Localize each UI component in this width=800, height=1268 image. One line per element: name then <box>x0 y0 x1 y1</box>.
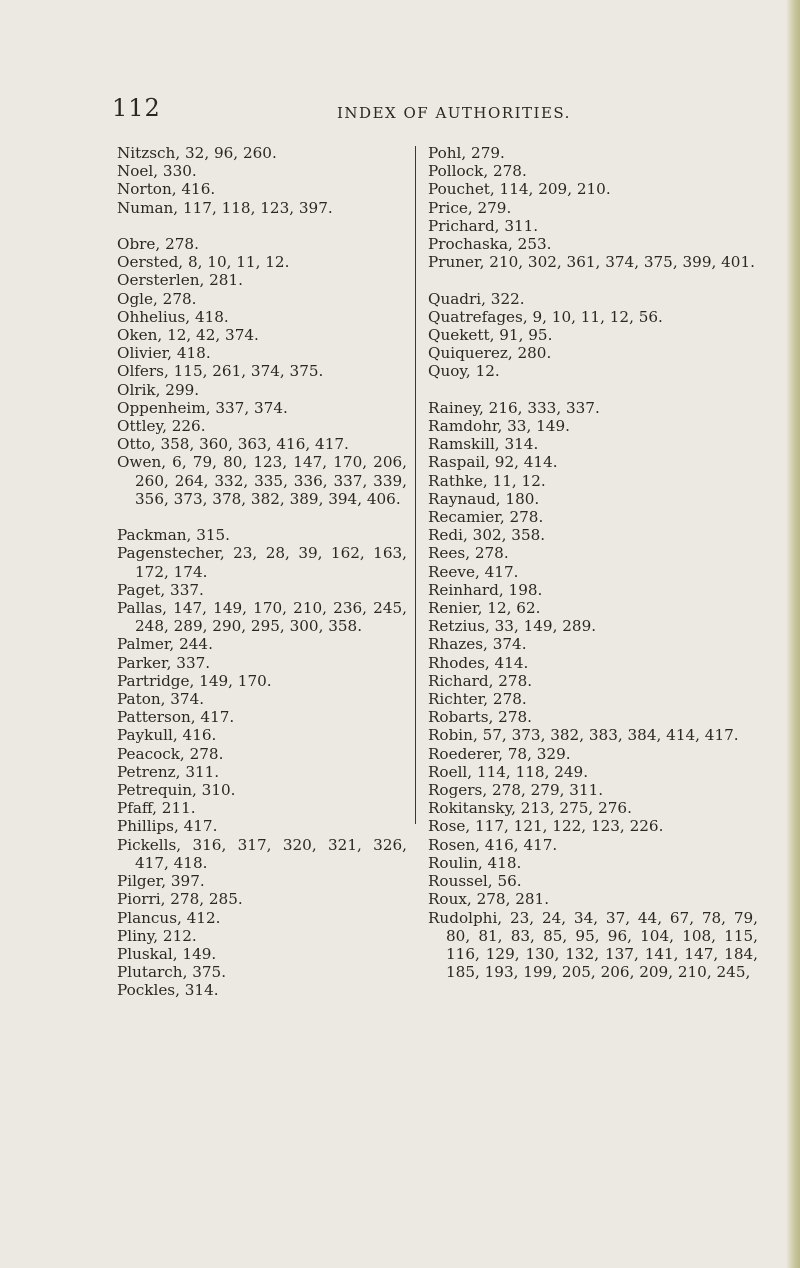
index-column-right <box>428 144 758 981</box>
index-entry: Pallas, 147, 149, 170, 210, 236, 245, 248, 289, 290, 295, 300, 358. <box>117 599 407 636</box>
index-entry: Robin, 57, 373, 382, 383, 384, 414, 417. <box>428 726 739 745</box>
index-entry: Rhazes, 374. <box>428 635 527 654</box>
index-entry: Rudolphi, 23, 24, 34, 37, 44, 67, 78, 79, 80, 81, 83, 85, 95, 96, 104, 108, 115, 116, 129, 130, 132, 137, 141, 147, 184, 185, 193, 199, 205, 206, 209, 210, 245, <box>428 908 758 982</box>
page-edge-shadow <box>786 0 800 1268</box>
index-entry: Oken, 12, 42, 374. <box>117 326 259 345</box>
index-entry: Oersted, 8, 10, 11, 12. <box>117 253 290 272</box>
index-entry: Paton, 374. <box>117 690 205 709</box>
index-entry: Pouchet, 114, 209, 210. <box>428 180 611 199</box>
index-entry: Quiquerez, 280. <box>428 344 552 363</box>
index-entry: Rathke, 11, 12. <box>428 471 546 490</box>
index-entry: Quoy, 12. <box>428 362 500 381</box>
section-gap <box>428 381 758 399</box>
index-entry: Prochaska, 253. <box>428 235 552 254</box>
index-entry: Rainey, 216, 333, 337. <box>428 398 600 417</box>
index-entry: Olfers, 115, 261, 374, 375. <box>117 362 324 381</box>
index-entry: Rose, 117, 121, 122, 123, 226. <box>428 817 664 836</box>
index-entry: Petrequin, 310. <box>117 781 236 800</box>
index-entry: Olivier, 418. <box>117 344 211 363</box>
index-entry: Petrenz, 311. <box>117 762 220 781</box>
index-entry: Pruner, 210, 302, 361, 374, 375, 399, 401. <box>428 253 755 272</box>
index-entry: Richard, 278. <box>428 671 533 690</box>
section-gap <box>428 271 758 289</box>
column-divider <box>415 146 416 824</box>
index-entry: Pfaff, 211. <box>117 799 196 818</box>
index-entry: Pockles, 314. <box>117 981 219 1000</box>
index-entry: Retzius, 33, 149, 289. <box>428 617 597 636</box>
index-entry: Roederer, 78, 329. <box>428 744 571 763</box>
index-entry: Price, 279. <box>428 198 512 217</box>
index-entry: Rokitansky, 213, 275, 276. <box>428 799 632 818</box>
index-entry: Oppenheim, 337, 374. <box>117 398 288 417</box>
index-entry: Roulin, 418. <box>428 853 522 872</box>
index-entry: Obre, 278. <box>117 235 199 253</box>
index-entry: Pagenstecher, 23, 28, 39, 162, 163, 172, 174. <box>117 544 407 581</box>
index-entry: Ogle, 278. <box>117 289 197 308</box>
index-entry: Ramdohr, 33, 149. <box>428 417 570 436</box>
index-entry: Parker, 337. <box>117 653 211 672</box>
index-entry: Numan, 117, 118, 123, 397. <box>117 198 333 217</box>
index-entry: Patterson, 417. <box>117 708 235 727</box>
index-entry: Rosen, 416, 417. <box>428 835 558 854</box>
index-entry: Raspail, 92, 414. <box>428 453 558 472</box>
index-entry: Quadri, 322. <box>428 289 525 308</box>
index-entry: Paykull, 416. <box>117 726 217 745</box>
index-entry: Pliny, 212. <box>117 926 197 945</box>
index-entry: Plancus, 412. <box>117 908 221 927</box>
index-entry: Prichard, 311. <box>428 216 539 235</box>
index-entry: Rhodes, 414. <box>428 653 529 672</box>
index-column-left <box>117 144 407 1000</box>
index-entry: Pohl, 279. <box>428 144 505 162</box>
index-entry: Quekett, 91, 95. <box>428 326 553 345</box>
section-gap <box>117 508 407 526</box>
index-entry: Plutarch, 375. <box>117 963 227 982</box>
index-entry: Recamier, 278. <box>428 508 544 527</box>
index-entry: Robarts, 278. <box>428 708 532 727</box>
index-entry: Olrik, 299. <box>117 380 200 399</box>
index-entry: Norton, 416. <box>117 180 216 199</box>
index-entry: Phillips, 417. <box>117 817 218 836</box>
index-entry: Ohhelius, 418. <box>117 307 229 326</box>
index-entry: Raynaud, 180. <box>428 489 540 508</box>
index-entry: Nitzsch, 32, 96, 260. <box>117 144 277 162</box>
index-entry: Roell, 114, 118, 249. <box>428 762 589 781</box>
index-entry: Oersterlen, 281. <box>117 271 243 290</box>
index-entry: Rogers, 278, 279, 311. <box>428 781 604 800</box>
index-entry: Roux, 278, 281. <box>428 890 550 909</box>
index-entry: Noel, 330. <box>117 162 197 181</box>
index-entry: Rees, 278. <box>428 544 509 563</box>
index-entry: Peacock, 278. <box>117 744 224 763</box>
page-number: 112 <box>112 94 161 122</box>
index-entry: Pluskal, 149. <box>117 944 217 963</box>
index-entry: Pollock, 278. <box>428 162 527 181</box>
index-entry: Renier, 12, 62. <box>428 599 541 618</box>
index-entry: Palmer, 244. <box>117 635 213 654</box>
index-entry: Ottley, 226. <box>117 417 206 436</box>
index-entry: Paget, 337. <box>117 580 204 599</box>
index-entry: Reinhard, 198. <box>428 580 543 599</box>
section-gap <box>117 217 407 235</box>
index-entry: Reeve, 417. <box>428 562 519 581</box>
index-entry: Packman, 315. <box>117 526 231 545</box>
index-entry: Otto, 358, 360, 363, 416, 417. <box>117 435 349 454</box>
index-entry: Roussel, 56. <box>428 872 522 891</box>
index-entry: Owen, 6, 79, 80, 123, 147, 170, 206, 260, 264, 332, 335, 336, 337, 339, 356, 373, 378, 382, 389, 394, 406. <box>117 453 407 508</box>
running-head: INDEX OF AUTHORITIES. <box>337 104 571 122</box>
index-entry: Quatrefages, 9, 10, 11, 12, 56. <box>428 307 663 326</box>
index-entry: Redi, 302, 358. <box>428 526 546 545</box>
index-entry: Richter, 278. <box>428 690 527 709</box>
index-entry: Piorri, 278, 285. <box>117 890 243 909</box>
index-entry: Ramskill, 314. <box>428 435 539 454</box>
index-entry: Pickells, 316, 317, 320, 321, 326, 417, 418. <box>117 835 407 872</box>
index-entry: Partridge, 149, 170. <box>117 671 272 690</box>
index-entry: Pilger, 397. <box>117 872 205 891</box>
